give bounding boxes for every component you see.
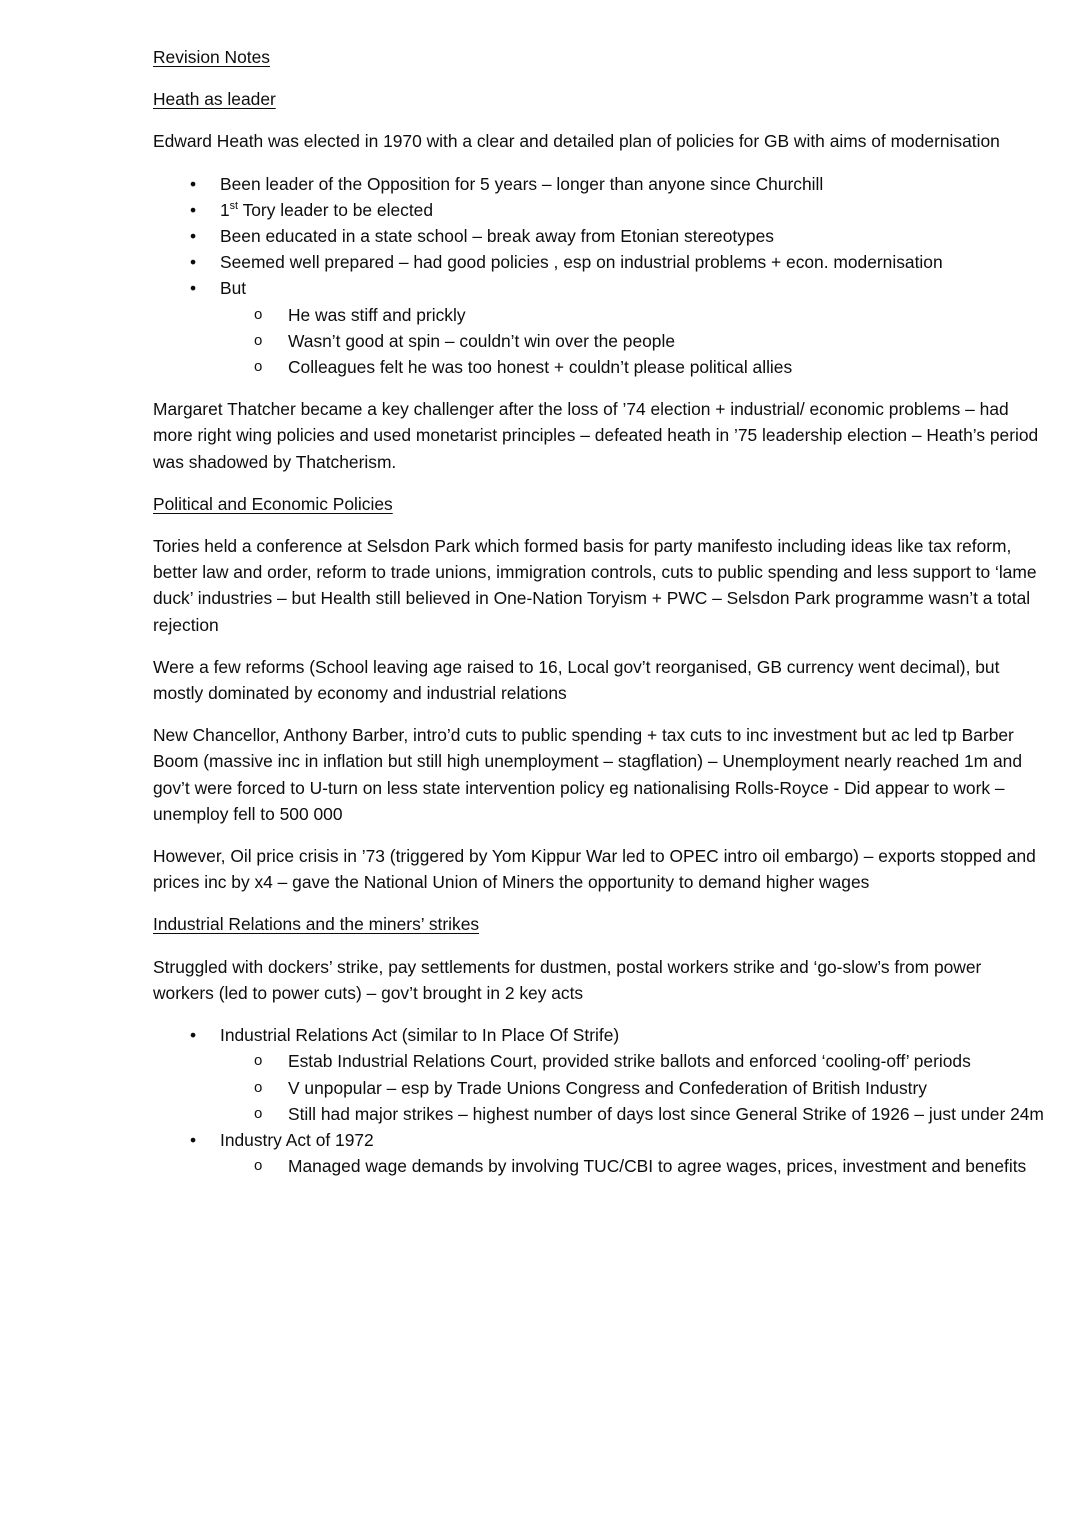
sub-bullet-list <box>220 1048 1045 1127</box>
ordinal-number: 1 <box>220 199 230 220</box>
sub-list-item <box>220 354 1045 380</box>
sub-list-item-label: Managed wage demands by involving TUC/CBI to agree wages, prices, investment and benefits <box>288 1156 1027 1177</box>
paragraph-few-reforms: Were a few reforms (School leaving age raised to 16, Local gov’t reorganised, GB currency went decimal), but mostly dominated by economy and industrial relations <box>153 656 1000 704</box>
sub-list-item <box>220 1075 1045 1101</box>
sub-list-item-label: V unpopular – esp by Trade Unions Congress and Confederation of British Industry <box>288 1077 927 1098</box>
paragraph-dockers-strike: Struggled with dockers’ strike, pay settlements for dustmen, postal workers strike and ‘go-slow’s from power workers (led to power cuts) – gov’t brought in 2 key acts <box>153 956 982 1003</box>
list-item-label: Been educated in a state school – break away from Etonian stereotypes <box>220 226 774 247</box>
ordinal-suffix: st <box>229 200 239 213</box>
list-item <box>153 1127 1045 1179</box>
bullet-marker: • <box>190 173 197 194</box>
section-heading-text: Heath as leader <box>153 89 276 110</box>
list-item-label: Seemed well prepared – had good policies , esp on industrial problems + econ. modernisation <box>220 252 943 273</box>
list-item <box>153 249 1045 275</box>
sub-list-item-label: Wasn’t good at spin – couldn’t win over the people <box>288 330 676 351</box>
bullet-marker: • <box>190 1129 197 1150</box>
bullet-list-heath-traits <box>153 171 1045 381</box>
page-title <box>153 44 1045 70</box>
list-item-label: But <box>220 278 247 299</box>
section-heading-heath-as-leader <box>153 86 1045 112</box>
paragraph-margaret-thatcher: Margaret Thatcher became a key challenger after the loss of ’74 election + industrial/ economic problems – had more right wing policies and used monetarist principles – defeated heath in ’75 leadership election – Heath’s period was shadowed by Thatcherism. <box>153 399 1039 472</box>
list-item-label <box>220 200 433 220</box>
sub-list-item <box>220 328 1045 354</box>
sub-list-item <box>220 1048 1045 1074</box>
sub-bullet-marker: o <box>254 358 263 376</box>
list-item <box>153 223 1045 249</box>
sub-bullet-list <box>220 302 1045 381</box>
sub-bullet-list <box>220 1153 1045 1179</box>
bullet-marker: • <box>190 1025 197 1046</box>
page-title-text: Revision Notes <box>153 47 270 67</box>
list-item-label: Industry Act of 1972 <box>220 1129 374 1150</box>
paragraph-selsdon-park: Tories held a conference at Selsdon Park which formed basis for party manifesto including ideas like tax reform, better law and order, reform to trade unions, immigration controls, cuts to public spending and less support to ‘lame duck’ industries – but Health still believed in One-Nation Toryism + PWC – Selsdon Park programme wasn’t a total rejection <box>153 536 1037 635</box>
sub-bullet-marker: o <box>254 1078 263 1096</box>
sub-list-item <box>220 302 1045 328</box>
sub-bullet-marker: o <box>254 1052 263 1070</box>
sub-list-item <box>220 1153 1045 1179</box>
bullet-marker: • <box>190 199 197 220</box>
sub-bullet-marker: o <box>254 1157 263 1175</box>
section-heading-political-and-economic-policies <box>153 491 1045 517</box>
paragraph-oil-price-crisis: However, Oil price crisis in ’73 (triggered by Yom Kippur War led to OPEC intro oil embargo) – exports stopped and prices inc by x4 – gave the National Union of Miners the opportunity to demand higher wages <box>153 846 1036 893</box>
list-item <box>153 197 1045 223</box>
sub-bullet-marker: o <box>254 1104 263 1122</box>
list-item <box>153 171 1045 197</box>
paragraph-edward-heath-elected: Edward Heath was elected in 1970 with a clear and detailed plan of policies for GB with aims of modernisation <box>153 131 1000 152</box>
bullet-list-key-acts <box>153 1022 1045 1179</box>
sub-list-item <box>220 1101 1045 1127</box>
sub-bullet-marker: o <box>254 331 263 349</box>
bullet-marker: • <box>190 278 197 299</box>
list-item-label: Industrial Relations Act (similar to In Place Of Strife) <box>220 1025 620 1046</box>
list-item-label: Been leader of the Opposition for 5 years – longer than anyone since Churchill <box>220 173 824 194</box>
list-item <box>153 1022 1045 1127</box>
sub-list-item-label: Estab Industrial Relations Court, provided strike ballots and enforced ‘cooling-off’ periods <box>288 1051 971 1072</box>
sub-list-item-label: Still had major strikes – highest number of days lost since General Strike of 1926 – just under 24m <box>288 1103 1044 1124</box>
bullet-marker: • <box>190 252 197 273</box>
document-body <box>153 44 1045 1179</box>
list-item-label-rest: Tory leader to be elected <box>238 199 434 220</box>
sub-list-item-label: Colleagues felt he was too honest + couldn’t please political allies <box>288 357 793 378</box>
sub-bullet-marker: o <box>254 305 263 323</box>
bullet-marker: • <box>190 226 197 247</box>
list-item <box>153 275 1045 380</box>
section-heading-text: Political and Economic Policies <box>153 493 393 514</box>
section-heading-text: Industrial Relations and the miners’ strikes <box>153 914 480 935</box>
section-heading-industrial-relations-and-miners-strikes <box>153 911 1045 937</box>
paragraph-anthony-barber: New Chancellor, Anthony Barber, intro’d cuts to public spending + tax cuts to inc investment but ac led tp Barber Boom (massive inc in inflation but still high unemployment – stagflation) – Unemployment nearly reached 1m and gov’t were forced to U-turn on less state intervention policy eg nationalising Rolls-Royce - Did appear to work – unemploy fell to 500 000 <box>153 725 1023 824</box>
sub-list-item-label: He was stiff and prickly <box>288 304 466 325</box>
